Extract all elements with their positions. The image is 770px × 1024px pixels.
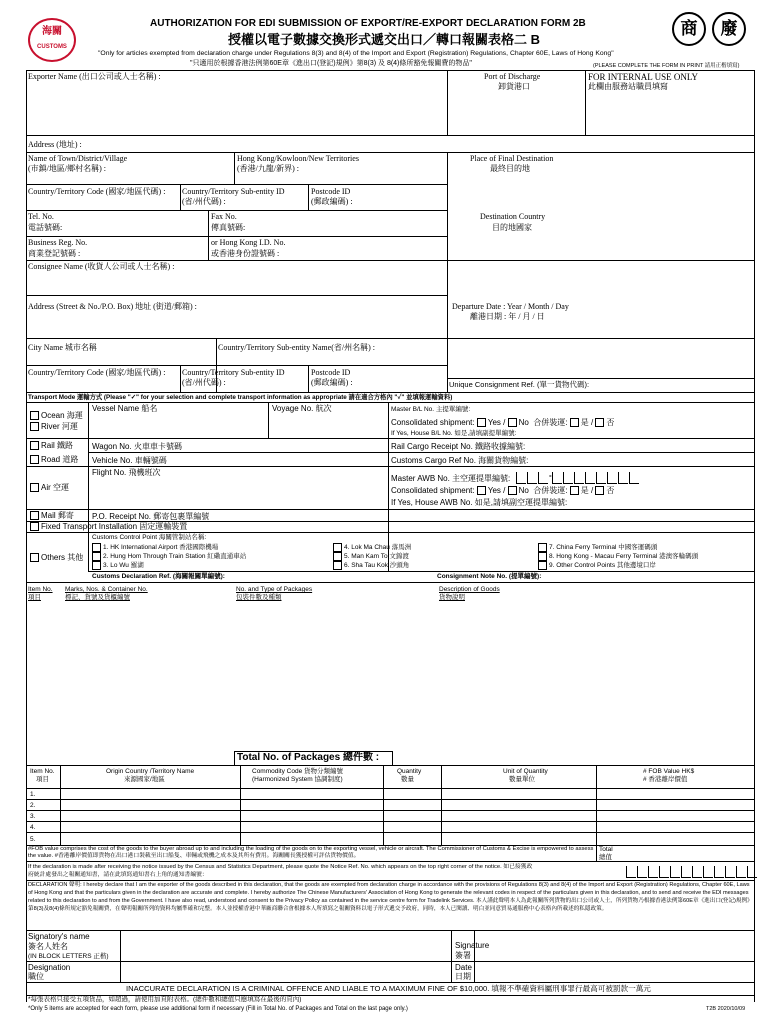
cp7-option[interactable]: 7. China Ferry Terminal 中國客運碼頭 — [538, 543, 657, 552]
house-awb-label: If Yes, House AWB No. 如是,請填副空運提單編號: — [391, 498, 568, 507]
marks-zh: 標記、貨號及貨櫃編號 — [65, 594, 130, 601]
cp1-option[interactable]: 1. HK International Airport 香港國際機場 — [92, 543, 218, 552]
unique-ref-label: Unique Consignment Ref. (單一貨物代碼): — [449, 380, 590, 389]
fixed-transport-checkbox[interactable] — [30, 522, 187, 532]
internal-use-en: FOR INTERNAL USE ONLY — [588, 72, 699, 82]
cp5-option[interactable]: 5. Man Kam To 文錦渡 — [333, 552, 409, 561]
sea-yes-checkbox[interactable] — [477, 418, 486, 427]
date-en: Date — [455, 963, 472, 972]
road-checkbox[interactable] — [30, 455, 78, 465]
form-note-en: "Only for articles exempted from declaration charge under Regulations 8(3) and 8(4) of the Import and Export (Registration) Regulations, Chapter 60E, Laws of Hong Kong" — [98, 50, 614, 57]
col-fob-en: # FOB Value HK$ — [643, 768, 695, 775]
house-bl-label: If Yes, House B/L No. 如是,請填副提單編號: — [391, 430, 517, 437]
col-fob-zh: # 香港離岸價值 — [643, 776, 688, 783]
table-row: 1. — [30, 791, 36, 798]
consignee-postcode-zh: (郵政編碼) : — [311, 378, 353, 387]
others-label: Others 其他 — [41, 553, 84, 562]
exporter-postcode-zh: (郵政編碼) : — [311, 197, 353, 206]
customs-decl-label: Customs Declaration Ref. (海關報關單編號): — [92, 573, 225, 580]
exporter-name-label: Exporter Name (出口公司或人士名稱) : — [28, 72, 161, 81]
ocean-label: Ocean 海運 — [41, 411, 83, 420]
designation-en: Designation — [28, 963, 71, 972]
footnote-zh: *每張表格只接受五項貨品，如超過，請使用加頁附表格。(總件數和總值只應填寫在最後的頁內) — [28, 996, 302, 1003]
master-awb-label: Master AWB No. 主空運提單編號: — [391, 474, 511, 483]
fob-note: #FOB value comprises the cost of the goods to the buyer abroad up to and including the loading of the goods on to the exporting vessel, vehicle or aircraft. The Commissioner of Customs & Excise is empowered to assess the value. #香港離岸價值即貨物在出口港口裝載至出口船隻、車輛或飛機之成本及其所有費用。海關關長獲授權可評估貨物價值。 — [28, 846, 594, 859]
hkid-label-zh: 或香港身份證號碼 : — [211, 249, 280, 258]
dest-country-en: Destination Country — [480, 212, 546, 221]
col-item-en: Item No. — [30, 768, 55, 775]
hk-label-en: Hong Kong/Kowloon/New Territories — [237, 154, 359, 163]
brn-label-en: Business Reg. No. — [28, 238, 88, 247]
rail-label: Rail 鐵路 — [41, 441, 74, 450]
cp6-option[interactable]: 6. Sha Tau Kok 沙頭角 — [333, 561, 409, 570]
declaration-text: DECLARATION 聲明: I hereby declare that I am the exporter of the goods described in this declaration, that the goods are exempted from declaration charge in accordance with the provisions of Regulations 8(3) and 8(4) of the Import and Export (Registration) Regulations, Chapter 60E, Laws of Hong Kong and that the particulars given in the declaration are accurate and complete. I hereby authorize The Chinese Manufacturers' Association of Hong Kong to generate the relevant codes in respect of the particulars given in this declaration, and to send and receive the EDI messages related to this declaration to and from the Government. I have also read, understood and consent to the Privacy Policy as contained in the service centre form for Tradelink Services. 本人謹此聲明本人為此報關所列貨物的出口公司或人士，所列貨物乃根據香港法例第60E章《進出口(登記)規例》第8(3)及8(4)條所規定豁免報關費，在聲明報關所列的資料均屬準確和完整。本人並授權香港中華廠商聯合會根據本人所填寫之報關資料以電子形式遞交予政府，同時，本人已閱讀、明白並同意貿易通服務中心表格內所載述的私隱政策。 — [28, 882, 750, 912]
rail-checkbox[interactable] — [30, 441, 73, 451]
fax-label-zh: 傳真號碼: — [211, 223, 246, 232]
form-code: T2B 2020/10/09 — [706, 1006, 746, 1012]
consignee-address-label: Address (Street & No./P.O. Box) 地址 (街道/郵箱) : — [28, 302, 197, 311]
vessel-name-label: Vessel Name 船名 — [92, 404, 158, 413]
total-label-en: Total — [599, 846, 613, 853]
rail-cargo-label: Rail Cargo Receipt No. 鐵路收據編號: — [391, 442, 526, 451]
cp9-option[interactable]: 9. Other Control Points 其他邊境口岸 — [538, 561, 656, 570]
col-unit-en: Unit of Quantity — [503, 768, 548, 775]
internal-use-zh: 此欄由服務站職員填寫 — [588, 82, 668, 91]
control-point-label: Customs Control Point 海關管制站名稱: — [92, 534, 207, 541]
description-zh: 貨物說明 — [439, 594, 465, 601]
consignment-note-label: Consignment Note No. (提單編號): — [437, 573, 542, 580]
col-item-zh: 項目 — [36, 776, 49, 783]
town-label-zh: (市鎮/地區/鄉村名稱) : — [28, 164, 106, 173]
vehicle-label: Vehicle No. 車輛號碼 — [92, 456, 167, 465]
cp8-option[interactable]: 8. Hong Kong - Macau Ferry Terminal 港澳客輪碼頭 — [538, 552, 698, 561]
designation-zh: 職位 — [28, 972, 44, 981]
fixed-label: Fixed Transport Installation 固定運輸裝置 — [41, 522, 188, 531]
total-packages-label: Total No. of Packages 總件數 : — [237, 752, 380, 763]
brn-label-zh: 商業登記號碼 : — [28, 249, 81, 258]
tel-label-en: Tel. No. — [28, 212, 54, 221]
voyage-no-label: Voyage No. 航次 — [272, 404, 332, 413]
marks-en: Marks, Nos. & Container No. — [65, 586, 148, 593]
departure-en: Departure Date : Year / Month / Day — [452, 302, 569, 311]
seal-bottom-text: CUSTOMS — [37, 44, 67, 50]
wagon-label: Wagon No. 火車車卡號碼 — [92, 442, 182, 451]
final-dest-zh: 最終目的地 — [490, 164, 530, 173]
exporter-country-code: Country/Territory Code (國家/地區代碼) : — [28, 187, 166, 196]
town-label-en: Name of Town/District/Village — [28, 154, 128, 163]
notice-text: If the declaration is made after receiving the notice issued by the Census and Statistics Department, please quote the Notice Ref. No. which appears on the top right corner of the notice. 如已接獲政府統計處發出之報關通知書，請在此填寫通知書右上角的通知書編號： — [28, 864, 533, 878]
hkid-label-en: or Hong Kong I.D. No. — [211, 238, 286, 247]
consignee-name-label: Consignee Name (收貨人公司或人士名稱) : — [28, 262, 175, 271]
exporter-subentity-en: Country/Territory Sub-entity ID — [182, 187, 285, 196]
air-yes-checkbox[interactable] — [477, 486, 486, 495]
signature-en: Signature — [455, 941, 490, 950]
city-label: City Name 城市名稱 — [28, 343, 97, 352]
exporter-subentity-zh: (省/州代碼) : — [182, 197, 226, 206]
dest-country-zh: 目的地國家 — [492, 223, 532, 232]
exporter-postcode-en: Postcode ID — [311, 187, 351, 196]
item-no-en: Item No. — [28, 586, 53, 593]
port-discharge-label-en: Port of Discharge — [484, 72, 541, 81]
cp3-option[interactable]: 3. Lo Wu 羅湖 — [92, 561, 144, 570]
mail-label: Mail 郵寄 — [41, 511, 74, 520]
customs-seal — [28, 18, 76, 62]
others-checkbox[interactable] — [30, 553, 83, 563]
col-origin-zh: 來源國家/地區 — [124, 776, 165, 783]
table-row: 2. — [30, 802, 36, 809]
port-discharge-label-zh: 卸貨港口 — [498, 82, 530, 91]
col-qty-zh: 數量 — [401, 776, 414, 783]
table-row: 4. — [30, 824, 36, 831]
table-row: 3. — [30, 813, 36, 820]
total-label-zh: 總值 — [599, 854, 612, 861]
form-title-zh: 授權以電子數據交換形式遞交出口／轉口報關表格二 B — [228, 32, 541, 47]
consignee-subentity-name: Country/Territory Sub-entity Name(省/州名稱) : — [218, 343, 375, 352]
sea-consolidated: Consolidated shipment: Yes / No 合併裝運: 是 / 否 — [391, 418, 615, 427]
flight-label: Flight No. 飛機班次 — [92, 468, 161, 477]
consignee-postcode-en: Postcode ID — [311, 368, 351, 377]
packages-en: No. and Type of Packages — [236, 586, 313, 593]
transport-mode-label: Transport Mode 運輸方式 (Please "✓" for your selection and complete transport information as appropriate 請在適合方格內 "✓" 並填報運輸資料) — [28, 394, 453, 401]
complete-note: (PLEASE COMPLETE THE FORM IN PRINT 請用正楷填寫) — [593, 63, 740, 69]
cp4-option[interactable]: 4. Lok Ma Chau 落馬洲 — [333, 543, 411, 552]
col-unit-zh: 數量單位 — [509, 776, 535, 783]
master-bl-label: Master B/L No. 主提單編號: — [391, 406, 471, 413]
form-note-zh: "只適用於根據香港法例第60E章《進出口(登記)規例》第8(3) 及 8(4)條所豁免報關費的物品" — [190, 60, 472, 67]
col-origin-en: Origin Country /Territory Name — [106, 768, 195, 775]
awb-digit-boxes[interactable]: - — [516, 471, 640, 489]
fax-label-en: Fax No. — [211, 212, 237, 221]
hk-label-zh: (香港/九龍/新界) : — [237, 164, 299, 173]
seal-top-text: 海關 — [42, 26, 62, 37]
col-qty-en: Quantity — [397, 768, 422, 775]
date-zh: 日期 — [455, 972, 471, 981]
description-en: Description of Goods — [439, 586, 500, 593]
departure-zh: 離港日期 : 年 / 月 / 日 — [470, 312, 545, 321]
form-title-en: AUTHORIZATION FOR EDI SUBMISSION OF EXPORT/RE-EXPORT DECLARATION FORM 2B — [150, 18, 586, 29]
table-row: 5. — [30, 836, 36, 843]
signatory-en: Signatory's name — [28, 932, 90, 941]
air-no-checkbox[interactable] — [508, 486, 517, 495]
final-dest-en: Place of Final Destination — [470, 154, 554, 163]
air-label: Air 空運 — [41, 483, 69, 492]
customs-cargo-label: Customs Cargo Ref No. 海關貨物編號: — [391, 456, 529, 465]
signatory-zh: 簽名人姓名 — [28, 942, 68, 951]
air-consolidated: Consolidated shipment: Yes / No 合併裝運: 是 / 否 — [391, 486, 615, 495]
consignee-subentity-en: Country/Territory Sub-entity ID — [182, 368, 285, 377]
river-checkbox[interactable] — [30, 422, 78, 432]
item-no-zh: 項目 — [28, 594, 41, 601]
tel-label-zh: 電話號碼: — [28, 223, 63, 232]
signature-zh: 簽署 — [455, 951, 471, 960]
river-label: River 河運 — [41, 422, 78, 431]
consignee-subentity-zh: (省/州代碼) : — [182, 378, 226, 387]
sea-no-checkbox[interactable] — [508, 418, 517, 427]
warning-text: INACCURATE DECLARATION IS A CRIMINAL OFFENCE AND LIABLE TO A MAXIMUM FINE OF $10,000. 填報不準確資料屬刑事罪行最高可被罰款一萬元 — [126, 984, 651, 993]
mail-checkbox[interactable] — [30, 511, 74, 521]
packages-zh: 包裝件數及種類 — [236, 594, 282, 601]
consignee-country-code: Country/Territory Code (國家/地區代碼) : — [28, 368, 166, 377]
col-commodity-sub: (Harmonized System 協調制度) — [252, 776, 343, 783]
block-letters: (IN BLOCK LETTERS 正楷) — [28, 953, 109, 960]
exporter-address-label: Address (地址) : — [28, 140, 82, 149]
road-label: Road 道路 — [41, 455, 79, 464]
logo-stamp: 商 廢 — [672, 12, 754, 46]
air-checkbox[interactable] — [30, 483, 69, 493]
cp2-option[interactable]: 2. Hung Hom Through Train Station 紅磡直通車站 — [92, 552, 246, 561]
ocean-checkbox[interactable] — [30, 411, 83, 421]
po-receipt-label: P.O. Receipt No. 郵寄包裹單編號 — [92, 512, 210, 521]
col-commodity-en: Commodity Code 貨物分類編號 — [252, 768, 344, 775]
footnote-en: *Only 5 items are accepted for each form, please use additional form if necessary (Fill in Total No. of Packages and Total on the last page only.) — [28, 1006, 408, 1012]
